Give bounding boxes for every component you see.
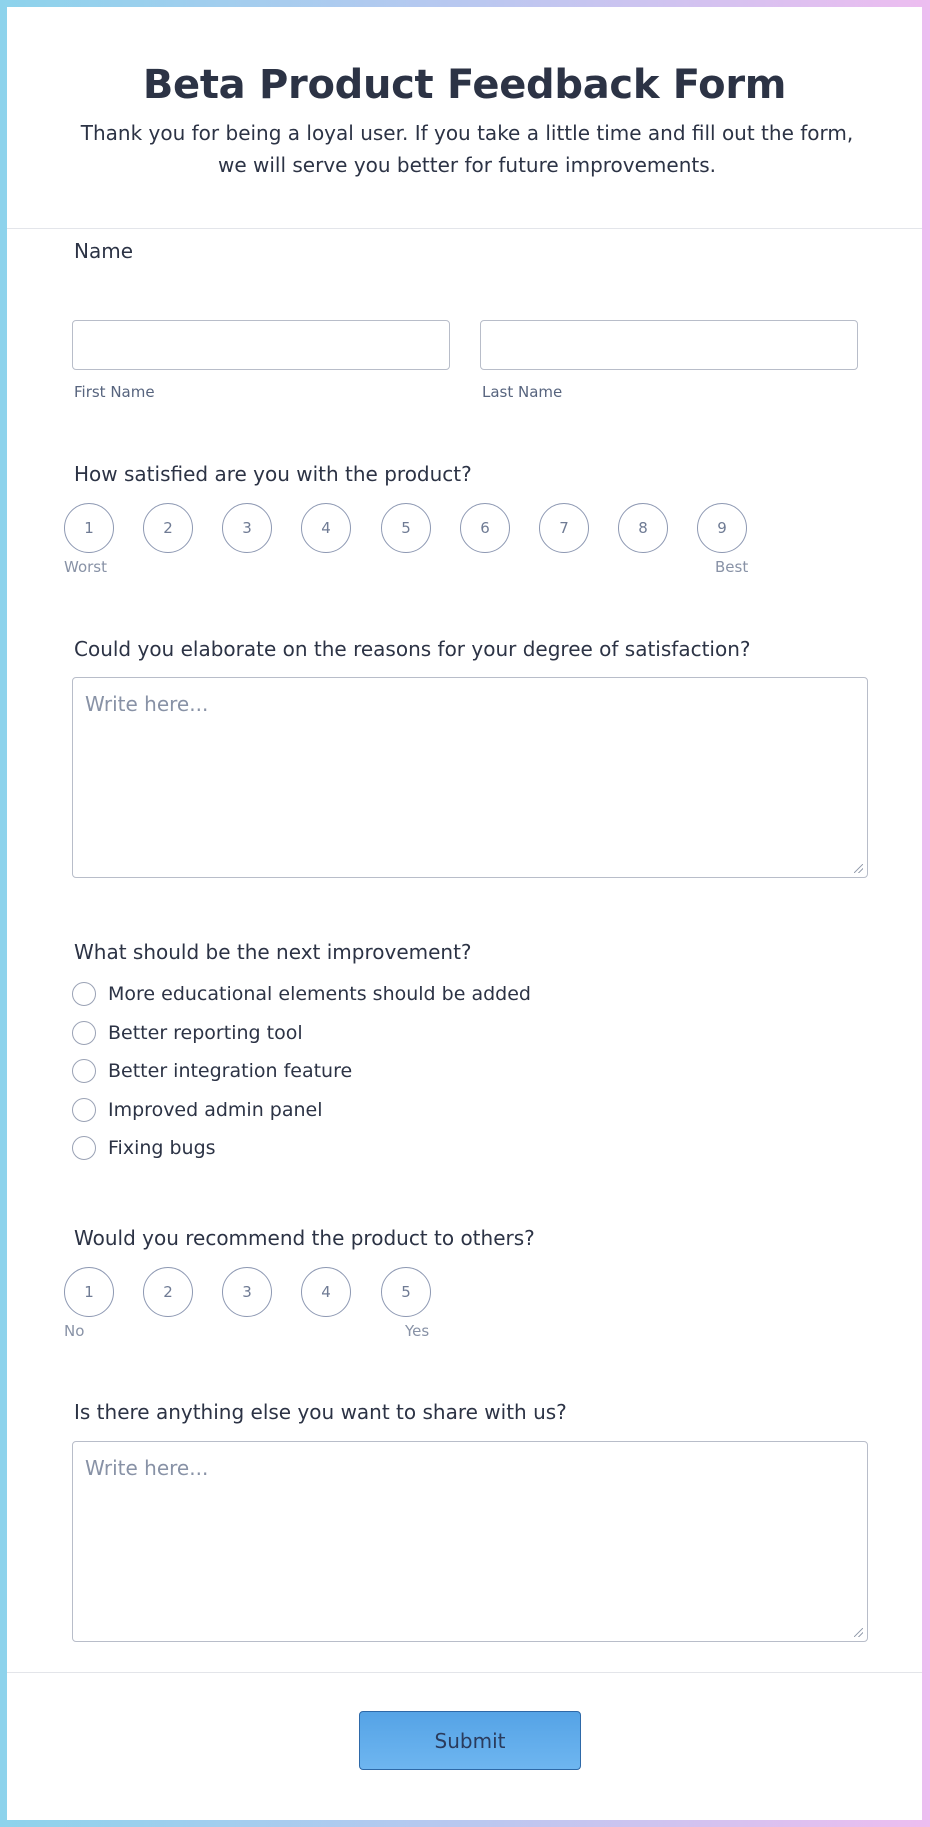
first-name-input[interactable]: [72, 320, 450, 370]
radio-circle[interactable]: [72, 1059, 96, 1083]
satisfaction-option-6[interactable]: 6: [460, 503, 510, 553]
form-card: [7, 7, 922, 1820]
form-subtitle: Thank you for being a loyal user. If you take a little time and fill out the form, we will serve you better for future improvements.: [80, 121, 854, 177]
recommend-option-5[interactable]: 5: [381, 1267, 431, 1317]
last-name-input[interactable]: [480, 320, 858, 370]
reasons-label: Could you elaborate on the reasons for your degree of satisfaction?: [74, 637, 751, 661]
satisfaction-label: How satisfied are you with the product?: [74, 462, 472, 486]
anything-else-placeholder: Write here...: [85, 1456, 209, 1480]
satisfaction-option-9[interactable]: 9: [697, 503, 747, 553]
satisfaction-option-4[interactable]: 4: [301, 503, 351, 553]
improvement-option-label: Better reporting tool: [108, 1022, 303, 1044]
first-name-sublabel: First Name: [74, 383, 155, 401]
satisfaction-option-3[interactable]: 3: [222, 503, 272, 553]
form-title: Beta Product Feedback Form: [142, 62, 787, 108]
recommend-option-1[interactable]: 1: [64, 1267, 114, 1317]
reasons-textarea[interactable]: [72, 677, 868, 878]
anything-else-label: Is there anything else you want to share with us?: [74, 1400, 567, 1424]
anything-else-textarea[interactable]: [72, 1441, 868, 1642]
improvement-option-label: Improved admin panel: [108, 1099, 323, 1121]
last-name-sublabel: Last Name: [482, 383, 563, 401]
satisfaction-option-2[interactable]: 2: [143, 503, 193, 553]
improvement-label: What should be the next improvement?: [74, 940, 472, 964]
name-label: Name: [74, 239, 134, 263]
recommend-high-label: Yes: [405, 1322, 430, 1340]
satisfaction-option-5[interactable]: 5: [381, 503, 431, 553]
resize-handle-icon[interactable]: [854, 864, 863, 873]
recommend-option-3[interactable]: 3: [222, 1267, 272, 1317]
radio-circle[interactable]: [72, 1136, 96, 1160]
radio-circle[interactable]: [72, 1021, 96, 1045]
recommend-low-label: No: [64, 1322, 85, 1340]
radio-circle[interactable]: [72, 1098, 96, 1122]
resize-handle-icon[interactable]: [854, 1628, 863, 1637]
improvement-option-label: Better integration feature: [108, 1060, 353, 1082]
reasons-placeholder: Write here...: [85, 692, 209, 716]
improvement-option-label: Fixing bugs: [108, 1137, 216, 1159]
satisfaction-option-8[interactable]: 8: [618, 503, 668, 553]
radio-circle[interactable]: [72, 982, 96, 1006]
satisfaction-high-label: Best: [715, 558, 749, 576]
improvement-option-label: More educational elements should be added: [108, 983, 531, 1005]
satisfaction-option-1[interactable]: 1: [64, 503, 114, 553]
satisfaction-low-label: Worst: [64, 558, 107, 576]
form-header: [7, 7, 922, 229]
recommend-option-2[interactable]: 2: [143, 1267, 193, 1317]
submit-button[interactable]: Submit: [359, 1711, 581, 1770]
recommend-label: Would you recommend the product to others?: [74, 1226, 535, 1250]
satisfaction-option-7[interactable]: 7: [539, 503, 589, 553]
recommend-option-4[interactable]: 4: [301, 1267, 351, 1317]
footer-divider: [7, 1672, 922, 1673]
